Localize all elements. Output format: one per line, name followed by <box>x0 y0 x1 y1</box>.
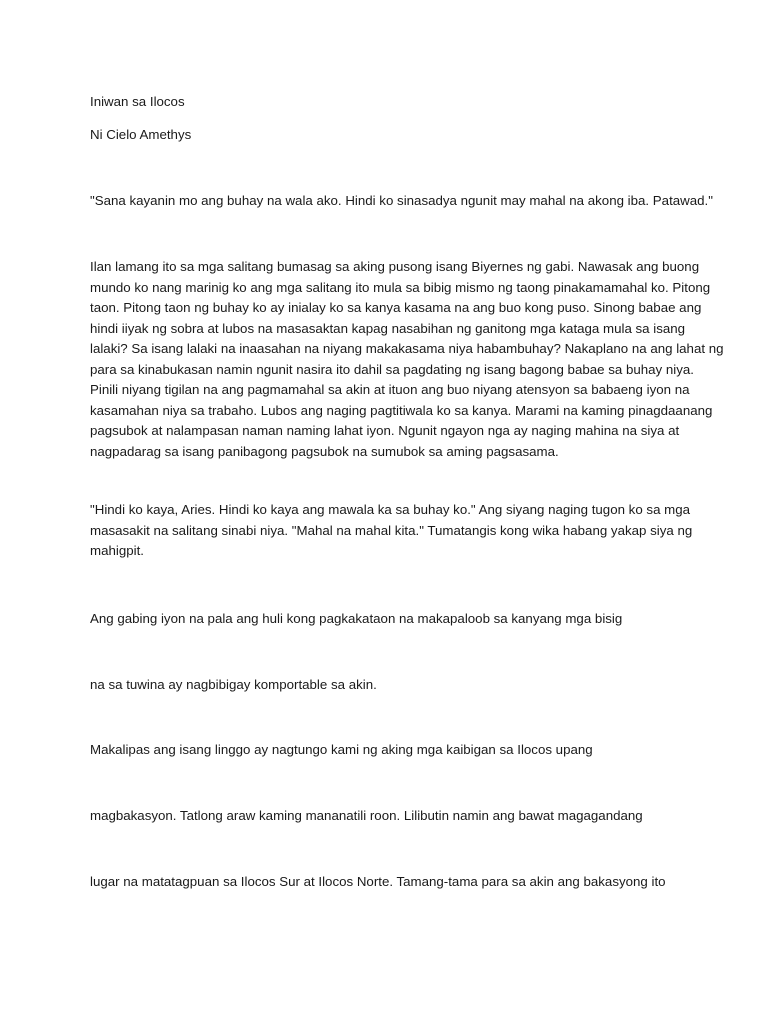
document-title: Iniwan sa Ilocos <box>90 94 185 109</box>
paragraph-1-line: taon. Pitong taon ng buhay ko ay inialay ko sa kanya kasama na ang buo kong puso. Sinong babae ang <box>90 300 702 315</box>
paragraph-1-line: para sa kinabukasan namin ngunit nasira ito dahil sa pagdating ng isang bagong babae sa buhay niya. <box>90 361 694 377</box>
document-author: Ni Cielo Amethys <box>90 127 192 142</box>
body-line-5: lugar na matatagpuan sa Ilocos Sur at Ilocos Norte. Tamang-tama para sa akin ang bakasyong ito <box>90 874 666 889</box>
paragraph-1-line: kasamahan niya sa trabaho. Lubos ang naging pagtitiwala ko sa kanya. Marami na kaming pinagdaanang <box>90 402 713 418</box>
body-line-3: Makalipas ang isang linggo ay nagtungo kami ng aking mga kaibigan sa Ilocos upang <box>90 742 593 757</box>
paragraph-2 <box>90 500 693 562</box>
paragraph-1-line: pagsubok at nalampasan naman naming lahat iyon. Ngunit ngayon nga ay naging mahina na siya at <box>90 423 680 438</box>
paragraph-1 <box>90 257 724 462</box>
paragraph-1-line: lalaki? Sa isang lalaki na inaasahan na niyang makakasama niya habambuhay? Nakaplano na ang lahat ng <box>90 341 724 356</box>
paragraph-1-line: nagpadarag sa isang panibagong pagsubok na sumubok sa aming pagsasama. <box>90 443 559 459</box>
body-line-4: magbakasyon. Tatlong araw kaming mananatili roon. Lilibutin namin ang bawat magagandang <box>90 808 643 823</box>
paragraph-1-line: Pinili niyang tigilan na ang pagmamahal sa akin at ituon ang buo niyang atensyon sa babaeng iyon na <box>90 382 690 397</box>
paragraph-1-line: mundo ko nang marinig ko ang mga salitang ito mula sa bibig mismo ng taong pinakamamahal ko. Pitong <box>90 279 711 295</box>
paragraph-1-line: Ilan lamang ito sa mga salitang bumasag sa aking pusong isang Biyernes ng gabi. Nawasak ang buong <box>90 259 700 274</box>
body-line-1: Ang gabing iyon na pala ang huli kong pagkakataon na makapaloob sa kanyang mga bisig <box>90 611 623 626</box>
paragraph-1-line: hindi iiyak ng sobra at lubos na masasaktan kapag nasabihan ng ganitong mga kataga mula sa isang <box>90 320 686 336</box>
body-line-2: na sa tuwina ay nagbibigay komportable sa akin. <box>90 677 377 692</box>
paragraph-2-line: mahigpit. <box>90 543 144 558</box>
opening-quote: "Sana kayanin mo ang buhay na wala ako. Hindi ko sinasadya ngunit may mahal na akong iba. Patawad." <box>90 193 713 208</box>
paragraph-2-line: masasakit na salitang sinabi niya. "Mahal na mahal kita." Tumatangis kong wika habang yakap siya ng <box>90 522 693 538</box>
paragraph-2-line: "Hindi ko kaya, Aries. Hindi ko kaya ang mawala ka sa buhay ko." Ang siyang naging tugon ko sa mga <box>90 502 691 517</box>
